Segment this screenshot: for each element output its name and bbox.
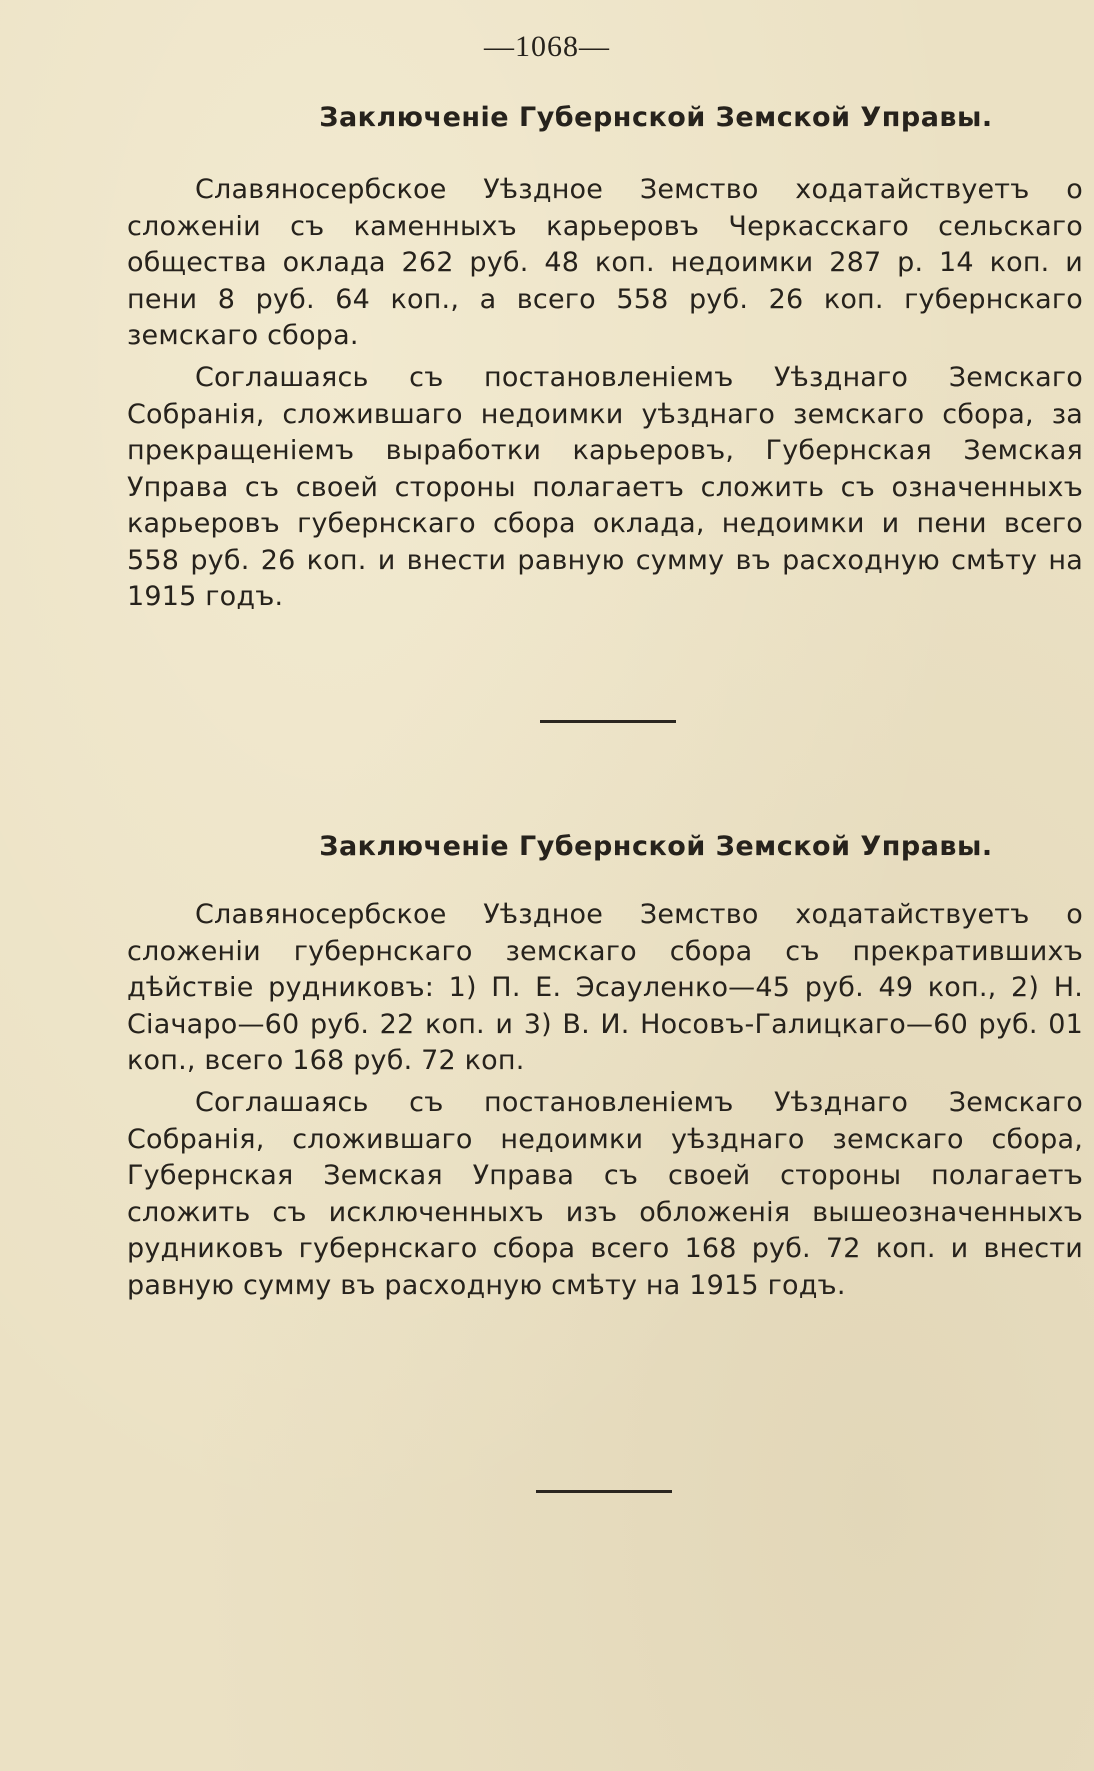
end-divider: [536, 1490, 672, 1493]
section-2-heading: Заключеніе Губернской Земской Управы.: [319, 831, 993, 862]
section-2-paragraph-2: Соглашаясь съ постановленіемъ Уѣзднаго Земскаго Собранія, сложившаго недоимки уѣзднаго земскаго сбора, Губернская Земская Управа съ своей стороны полагаетъ сложить съ исключенныхъ изъ обложенія вышеозначенныхъ рудниковъ губернскаго сбора всего 168 руб. 72 коп. и внести равную сумму въ расходную смѣту на 1915 годъ.: [127, 1087, 1083, 1301]
section-2-paragraph-1: Славяносербское Уѣздное Земство ходатайствуетъ о сложеніи губернскаго земскаго сбора съ прекратившихъ дѣйствіе рудниковъ: 1) П. Е. Эсауленко—45 руб. 49 коп., 2) Н. Сіачаро—60 руб. 22 коп. и 3) В. И. Носовъ-Галицкаго—60 руб. 01 коп., всего 168 руб. 72 коп.: [127, 899, 1083, 1076]
section-1-paragraph-2: Соглашаясь съ постановленіемъ Уѣзднаго Земскаго Собранія, сложившаго недоимки уѣзднаго земскаго сбора, за прекращеніемъ выработки карьеровъ, Губернская Земская Управа съ своей стороны полагаетъ сложить съ означенныхъ карьеровъ губернскаго сбора оклада, недоимки и пени всего 558 руб. 26 коп. и внести равную сумму въ расходную смѣту на 1915 годъ.: [127, 362, 1083, 612]
page-number: —1068—: [484, 30, 610, 63]
section-divider: [540, 720, 676, 723]
section-1-heading: Заключеніе Губернской Земской Управы.: [319, 102, 993, 133]
section-1-paragraph-1: Славяносербское Уѣздное Земство ходатайствуетъ о сложеніи съ каменныхъ карьеровъ Черкасскаго сельскаго общества оклада 262 руб. 48 коп. недоимки 287 р. 14 коп. и пени 8 руб. 64 коп., а всего 558 руб. 26 коп. губернскаго земскаго сбора.: [127, 174, 1083, 351]
